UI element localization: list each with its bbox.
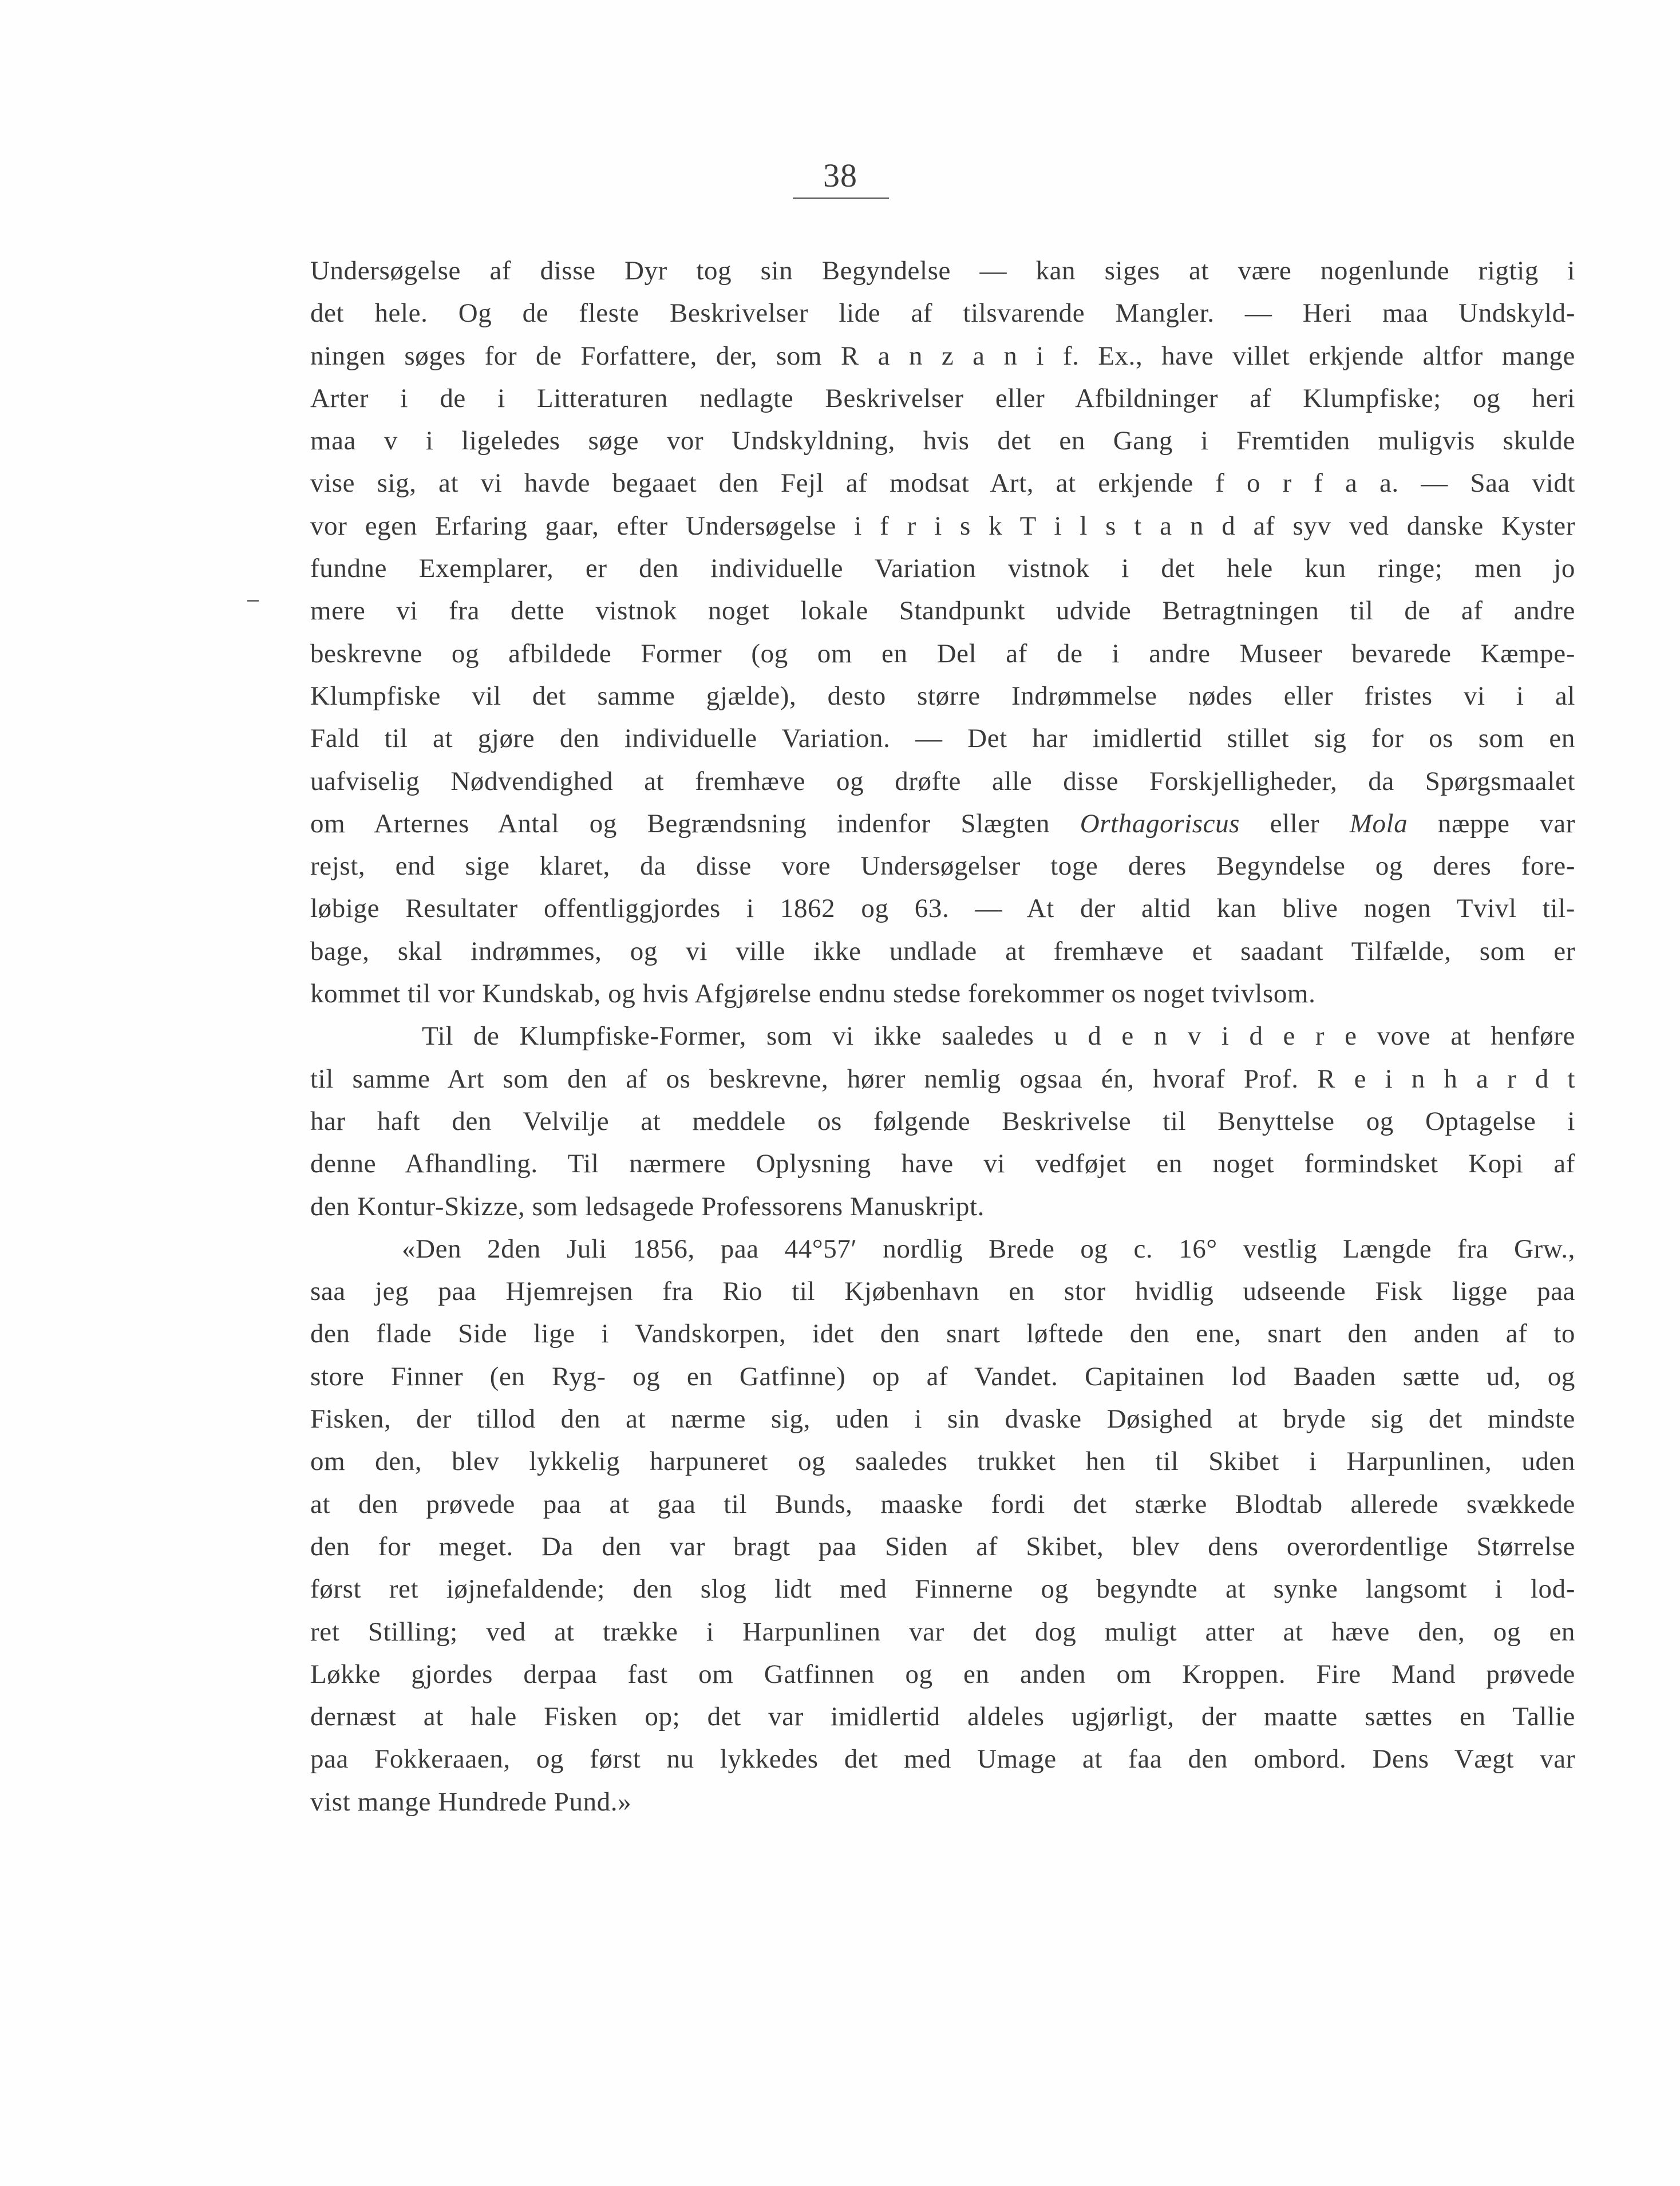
genus-name-orthagoriscus: Orthagoriscus xyxy=(1080,808,1240,839)
text-line: mere vi fra dette vistnok noget lokale Standpunkt udvide Betragtningen til de af andre xyxy=(310,596,1575,626)
text-line: vor egen Erfaring gaar, efter Undersøgelse i f r i s k T i l s t a n d af syv ved danske Kyster xyxy=(310,511,1575,541)
text-line: denne Afhandling. Til nærmere Oplysning have vi vedføjet en noget formindsket Kopi af xyxy=(310,1149,1575,1179)
text-line: rejst, end sige klaret, da disse vore Undersøgelser toge deres Begyndelse og deres fore- xyxy=(310,851,1575,881)
text-line: Arter i de i Litteraturen nedlagte Beskrivelser eller Afbildninger af Klumpfiske; og heri xyxy=(310,383,1575,413)
page-number-underline xyxy=(793,197,889,199)
text-line: fundne Exemplarer, er den individuelle Variation vistnok i det hele kun ringe; men jo xyxy=(310,554,1575,584)
body-text xyxy=(310,250,1575,1823)
text-line: beskrevne og afbildede Former (og om en Del af de i andre Museer bevarede Kæmpe- xyxy=(310,638,1575,669)
text-line-with-genus-names xyxy=(310,803,1575,845)
text-line: Fisken, der tillod den at nærme sig, uden i sin dvaske Døsighed at bryde sig det mindste xyxy=(310,1404,1575,1434)
text-line: maa v i ligeledes søge vor Undskyldning, hvis det en Gang i Fremtiden muligvis skulde xyxy=(310,426,1575,456)
text-line: vist mange Hundrede Pund.» xyxy=(310,1786,632,1817)
text-line: Klumpfiske vil det samme gjælde), desto større Indrømmelse nødes eller fristes vi i al xyxy=(310,681,1575,711)
text-line: den Kontur-Skizze, som ledsagede Professorens Manuskript. xyxy=(310,1191,985,1222)
text-line: den flade Side lige i Vandskorpen, idet den snart løftede den ene, snart den anden af to xyxy=(310,1319,1575,1349)
text-line: Fald til at gjøre den individuelle Variation. — Det har imidlertid stillet sig for os som en xyxy=(310,724,1575,754)
text-line: til samme Art som den af os beskrevne, hører nemlig ogsaa én, hvoraf Prof. R e i n h a r d t xyxy=(310,1064,1575,1094)
text-line: uafviselig Nødvendighed at fremhæve og drøfte alle disse Forskjelligheder, da Spørgsmaalet xyxy=(310,766,1575,796)
line-text: om Arternes Antal og Begrændsning indenfor Slægten xyxy=(310,808,1050,839)
text-line: Løkke gjordes derpaa fast om Gatfinnen og en anden om Kroppen. Fire Mand prøvede xyxy=(310,1659,1575,1689)
text-line: Undersøgelse af disse Dyr tog sin Begyndelse — kan siges at være nogenlunde rigtig i xyxy=(310,256,1575,286)
text-line: vise sig, at vi havde begaaet den Fejl af modsat Art, at erkjende f o r f a a. — Saa vidt xyxy=(310,468,1575,499)
text-line: ningen søges for de Forfattere, der, som R a n z a n i f. Ex., have villet erkjende altfor mange xyxy=(310,341,1575,371)
text-line: har haft den Velvilje at meddele os følgende Beskrivelse til Benyttelse og Optagelse i xyxy=(310,1106,1575,1136)
text-line: saa jeg paa Hjemrejsen fra Rio til Kjøbenhavn en stor hvidlig udseende Fisk ligge paa xyxy=(310,1276,1575,1307)
text-line: at den prøvede paa at gaa til Bunds, maaske fordi det stærke Blodtab allerede svækkede xyxy=(310,1489,1575,1519)
text-line: løbige Resultater offentliggjordes i 1862 og 63. — At der altid kan blive nogen Tvivl til- xyxy=(310,894,1575,924)
margin-mark xyxy=(247,600,259,602)
text-line: store Finner (en Ryg- og en Gatfinne) op af Vandet. Capitainen lod Baaden sætte ud, og xyxy=(310,1361,1575,1392)
quote-start: «Den 2den Juli 1856, paa 44°57′ nordlig Brede og c. 16° vestlig Længde fra Grw., xyxy=(402,1234,1575,1264)
text-line: først ret iøjnefaldende; den slog lidt med Finnerne og begyndte at synke langsomt i lod- xyxy=(310,1574,1575,1604)
page-number: 38 xyxy=(823,157,857,194)
genus-name-mola: Mola xyxy=(1349,808,1408,839)
text-line: den for meget. Da den var bragt paa Siden af Skibet, blev dens overordentlige Størrelse xyxy=(310,1531,1575,1562)
paragraph-start: Til de Klumpfiske-Former, som vi ikke saaledes u d e n v i d e r e vove at henføre xyxy=(422,1021,1575,1052)
text-line: ret Stilling; ved at trække i Harpunlinen var det dog muligt atter at hæve den, og en xyxy=(310,1616,1575,1647)
text-line: kommet til vor Kundskab, og hvis Afgjørelse endnu stedse forekommer os noget tvivlsom. xyxy=(310,979,1316,1009)
text-line: det hele. Og de fleste Beskrivelser lide af tilsvarende Mangler. — Heri maa Undskyld- xyxy=(310,298,1575,329)
text-line: dernæst at hale Fisken op; det var imidlertid aldeles ugjørligt, der maatte sættes en Tallie xyxy=(310,1702,1575,1732)
text-line: paa Fokkeraaen, og først nu lykkedes det med Umage at faa den ombord. Dens Vægt var xyxy=(310,1744,1575,1774)
line-tail: næppe var xyxy=(1437,808,1575,839)
text-line: om den, blev lykkelig harpuneret og saaledes trukket hen til Skibet i Harpunlinen, uden xyxy=(310,1446,1575,1477)
text-line: bage, skal indrømmes, og vi ville ikke undlade at fremhæve et saadant Tilfælde, som er xyxy=(310,936,1575,966)
line-connector: eller xyxy=(1270,808,1320,839)
